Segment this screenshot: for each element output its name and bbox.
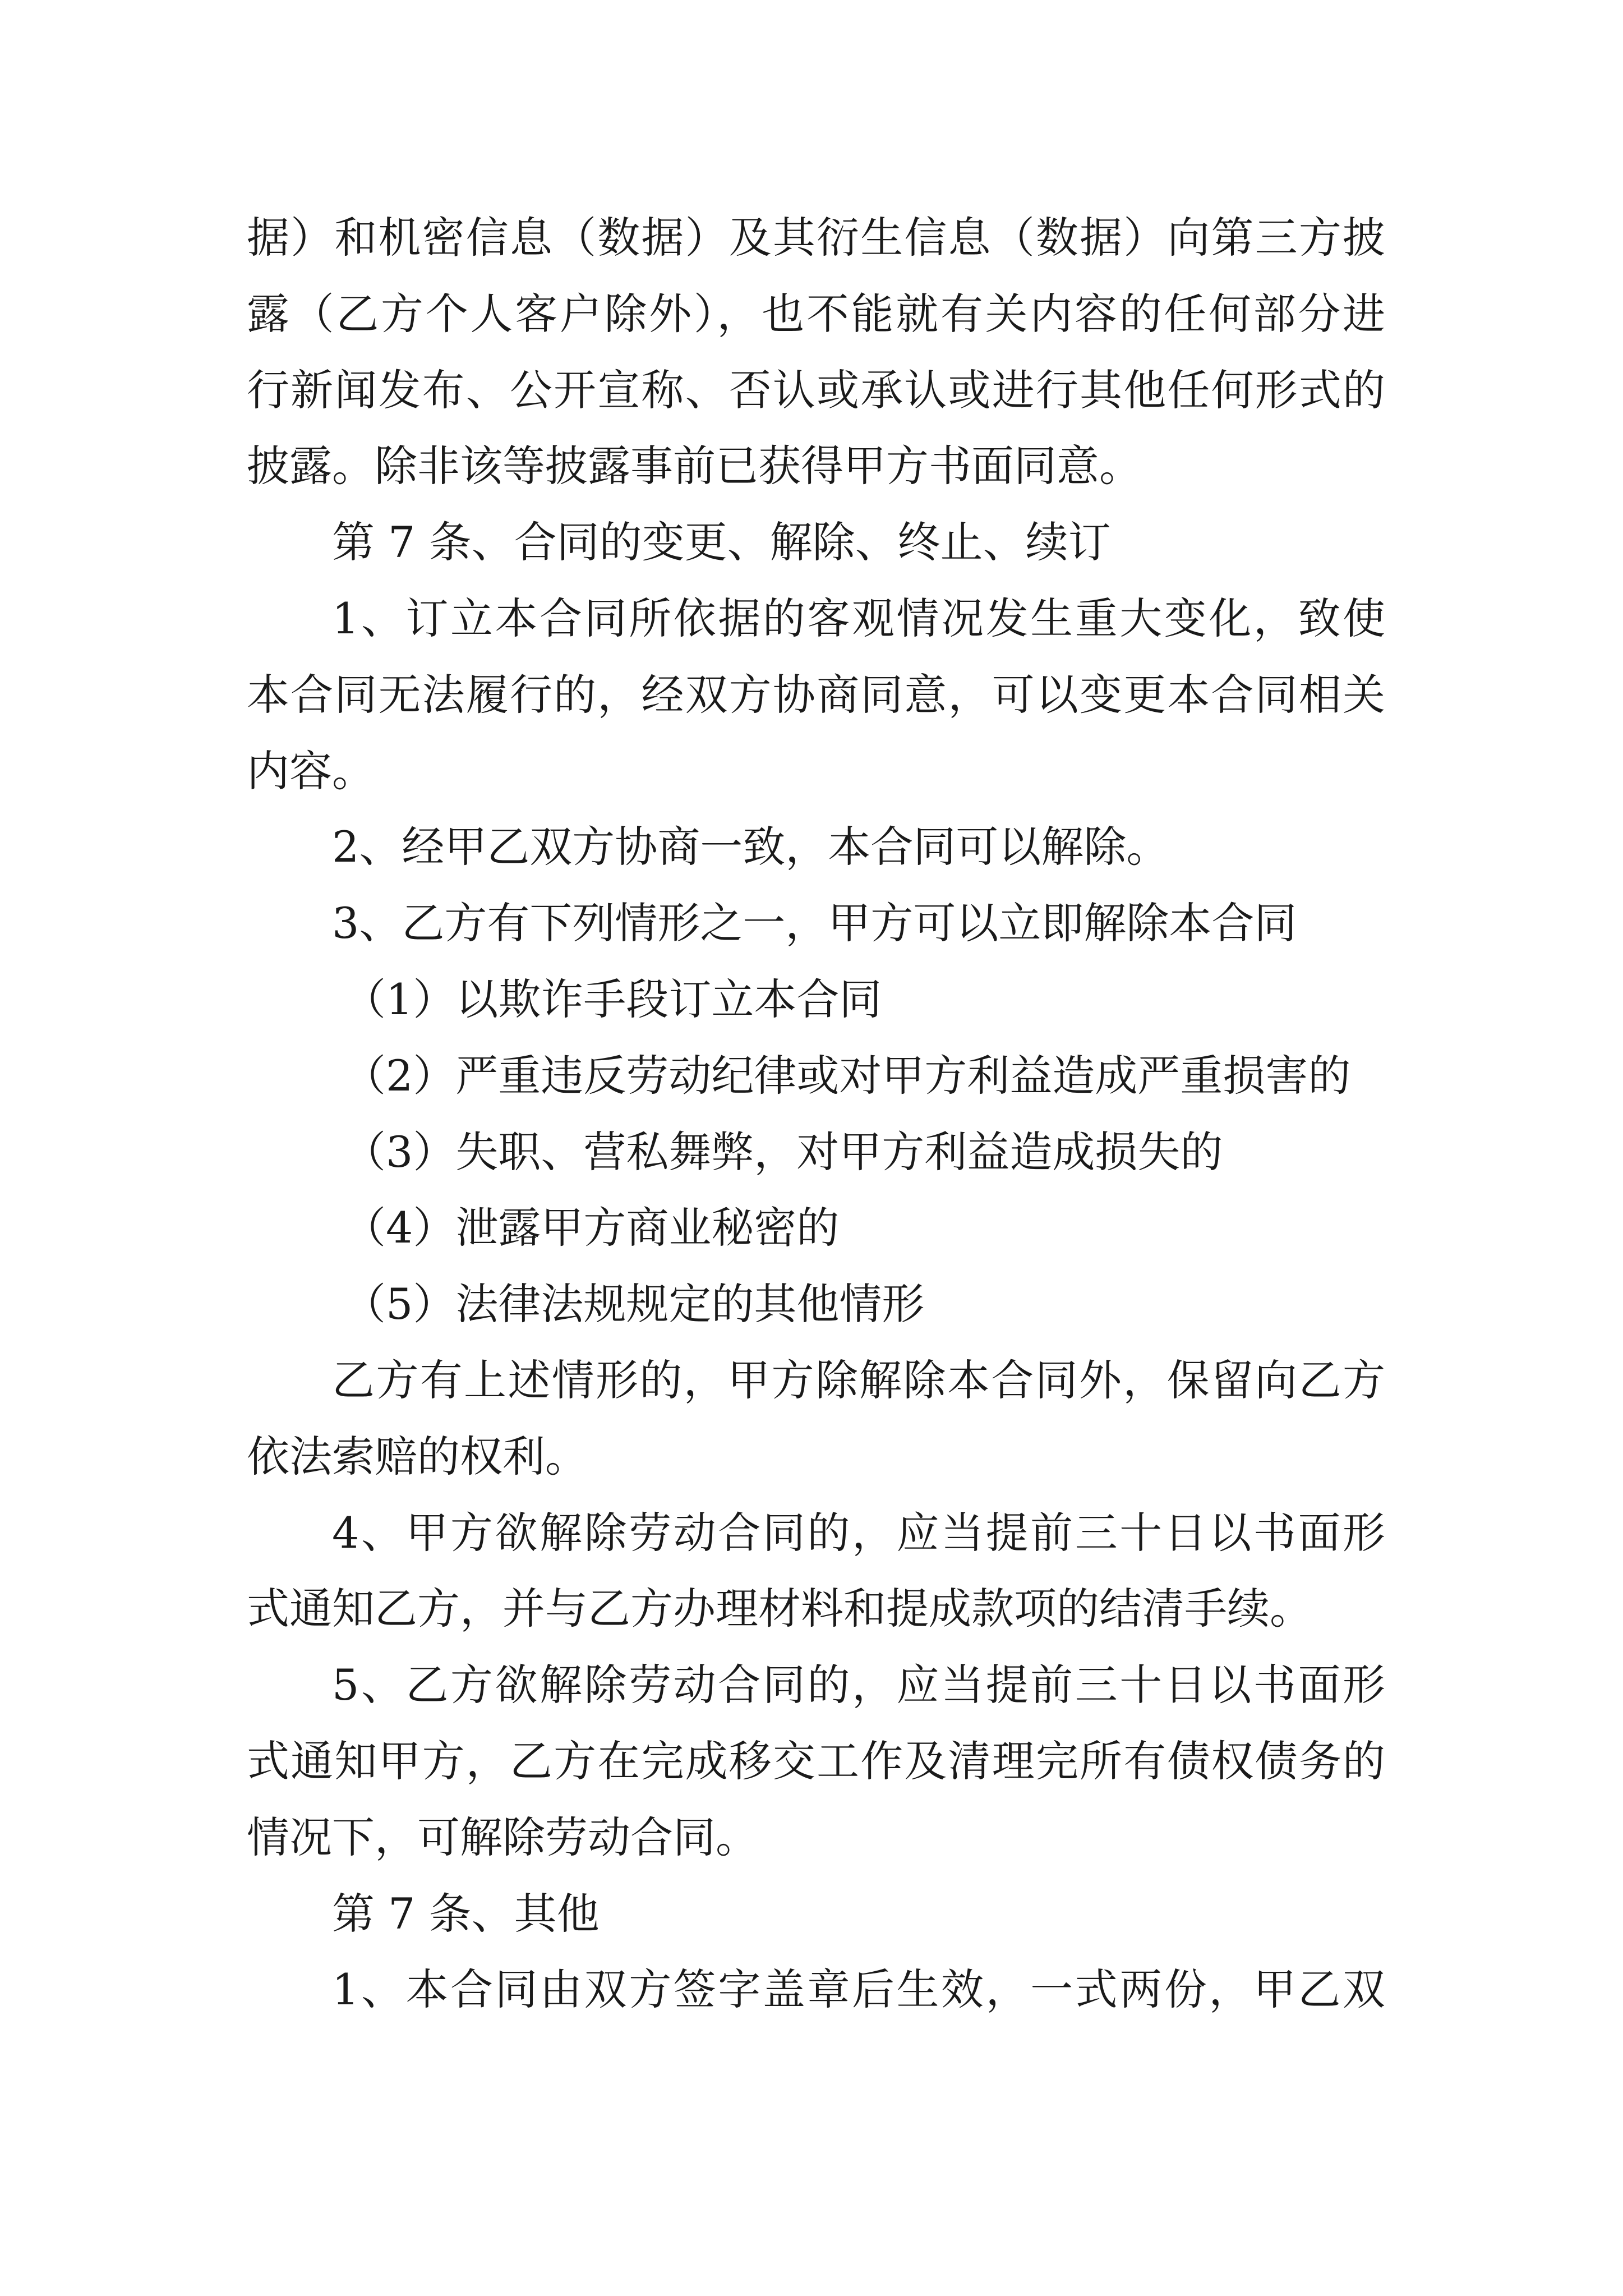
text-line-22: 情况下，可解除劳动合同。 <box>247 1812 758 1862</box>
article-other-heading: 第 7 条、其他 <box>332 1888 600 1939</box>
list-item-1: （1）以欺诈手段订立本合同 <box>343 974 882 1024</box>
list-item-2: （2）严重违反劳动纪律或对甲方利益造成严重损害的 <box>343 1050 1351 1101</box>
text-line-20: 5、乙方欲解除劳动合同的，应当提前三十日以书面形 <box>332 1660 1385 1710</box>
list-item-3: （3）失职、营私舞弊，对甲方利益造成损失的 <box>343 1126 1223 1177</box>
text-line-4: 披露。除非该等披露事前已获得甲方书面同意。 <box>247 441 1142 491</box>
list-item-4: （4）泄露甲方商业秘密的 <box>343 1203 840 1253</box>
text-line-18: 4、甲方欲解除劳动合同的，应当提前三十日以书面形 <box>332 1507 1385 1558</box>
text-line-10: 3、乙方有下列情形之一，甲方可以立即解除本合同 <box>332 898 1297 949</box>
text-line-7: 本合同无法履行的，经双方协商同意，可以变更本合同相关 <box>247 669 1385 720</box>
text-line-17: 依法索赔的权利。 <box>247 1431 588 1481</box>
text-line-6: 1、订立本合同所依据的客观情况发生重大变化，致使 <box>332 593 1385 643</box>
text-line-8: 内容。 <box>247 746 375 796</box>
text-line-2: 露（乙方个人客户除外），也不能就有关内容的任何部分进 <box>247 288 1385 339</box>
text-line-3: 行新闻发布、公开宣称、否认或承认或进行其他任何形式的 <box>247 365 1385 415</box>
text-line-19: 式通知乙方，并与乙方办理材料和提成款项的结清手续。 <box>247 1584 1312 1634</box>
text-line-16: 乙方有上述情形的，甲方除解除本合同外，保留向乙方 <box>332 1355 1385 1405</box>
text-line-24: 1、本合同由双方签字盖章后生效，一式两份，甲乙双 <box>332 1964 1385 2015</box>
text-line-9: 2、经甲乙双方协商一致，本合同可以解除。 <box>332 822 1169 872</box>
text-line-1: 据）和机密信息（数据）及其衍生信息（数据）向第三方披 <box>247 213 1385 263</box>
contract-text-body <box>247 200 1385 2028</box>
list-item-5: （5）法律法规规定的其他情形 <box>343 1279 925 1329</box>
text-line-21: 式通知甲方，乙方在完成移交工作及清理完所有债权债务的 <box>247 1736 1385 1786</box>
article-7-heading: 第 7 条、合同的变更、解除、终止、续订 <box>332 517 1111 568</box>
